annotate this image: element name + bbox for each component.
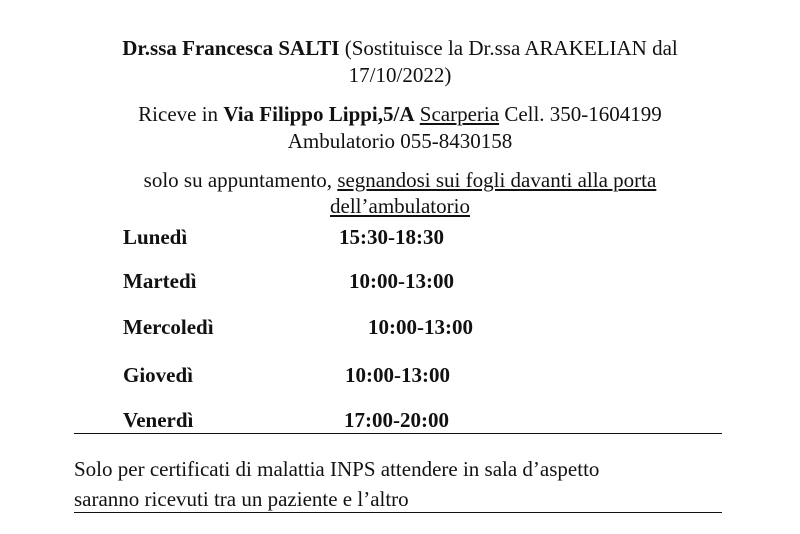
cell-phone: Cell. 350-1604199 (504, 102, 662, 126)
address-line (0, 101, 800, 127)
schedule-day-friday: Venerdì (123, 408, 194, 432)
appointment-prefix: solo su appuntamento, (143, 168, 333, 192)
schedule-hours-wednesday: 10:00-13:00 (368, 315, 473, 339)
schedule-hours-friday: 17:00-20:00 (344, 408, 449, 432)
substitution-note: (Sostituisce la Dr.ssa ARAKELIAN dal (344, 36, 678, 60)
schedule-hours-tuesday: 10:00-13:00 (349, 269, 454, 293)
appointment-instruction-cont: dell’ambulatorio (330, 194, 470, 218)
schedule-hours-thursday: 10:00-13:00 (345, 363, 450, 387)
appointment-line-1 (0, 167, 800, 193)
street-address: Via Filippo Lippi,5/A (223, 102, 415, 126)
appointment-line-2 (0, 193, 800, 219)
note-line-2: saranno ricevuti tra un paziente e l’altro (74, 487, 409, 511)
appointment-instruction: segnandosi sui fogli davanti alla porta (337, 168, 657, 192)
schedule-day-monday: Lunedì (123, 225, 188, 249)
town-name: Scarperia (419, 102, 500, 126)
doctor-name: Dr.ssa Francesca SALTI (122, 36, 340, 60)
schedule-day-wednesday: Mercoledì (123, 315, 214, 339)
address-prefix: Riceve in (138, 102, 219, 126)
bottom-divider-line (74, 512, 722, 513)
divider-line (74, 433, 722, 434)
schedule-day-thursday: Giovedì (123, 363, 194, 387)
clinic-phone: Ambulatorio 055-8430158 (287, 129, 513, 153)
note-line-1: Solo per certificati di malattia INPS attendere in sala d’aspetto (74, 457, 600, 481)
substitution-date: 17/10/2022) (348, 63, 452, 87)
header-line-1 (0, 35, 800, 61)
schedule-hours-monday: 15:30-18:30 (339, 225, 444, 249)
schedule-day-tuesday: Martedì (123, 269, 197, 293)
